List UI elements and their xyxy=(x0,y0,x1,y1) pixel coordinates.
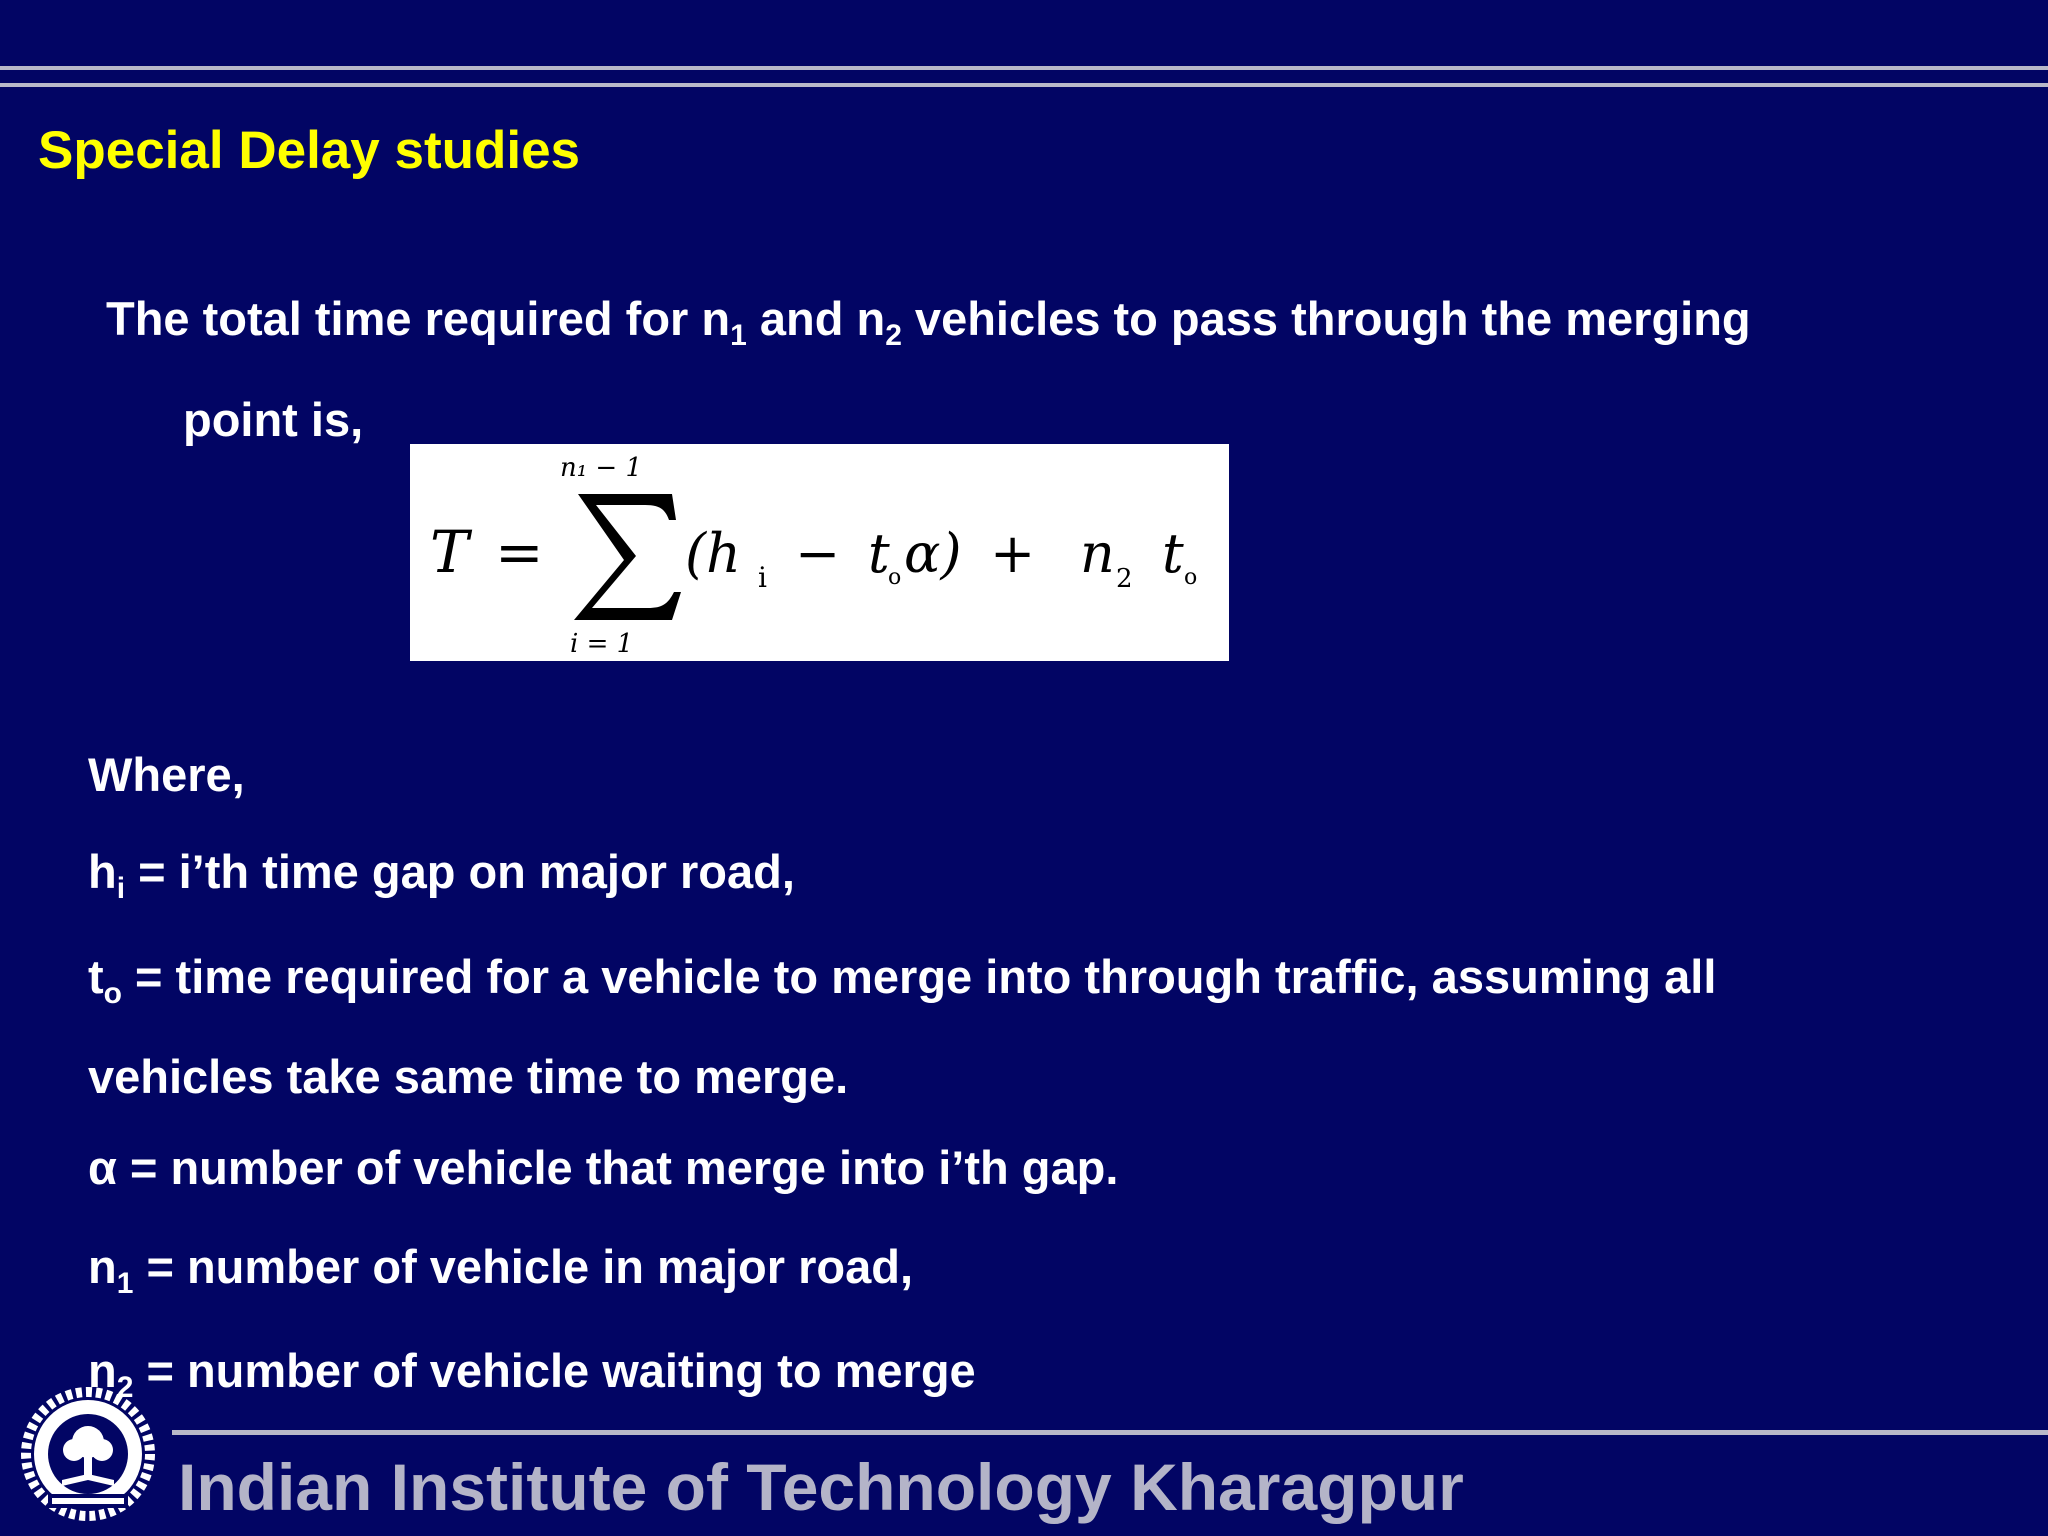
formula-term2-sub: o xyxy=(888,565,902,590)
definition-n2: $n_2$ = number of vehicle waiting to merge xyxy=(88,1344,976,1404)
definition-hi: $h_i$ = i’th time gap on major road, xyxy=(88,845,795,905)
formula-term1: (h xyxy=(685,522,741,585)
formula-term1-sub: i xyxy=(758,561,767,594)
top-rule-1 xyxy=(0,66,2048,70)
formula-term4: t xyxy=(1162,522,1184,585)
iit-kharagpur-seal-icon xyxy=(18,1384,158,1524)
formula-sum-upper: n₁ − 1 xyxy=(560,453,643,483)
formula-plus: + xyxy=(990,522,1036,585)
intro-line-2: point is, xyxy=(183,393,364,446)
formula-equals: = xyxy=(495,518,544,586)
formula-term2: t xyxy=(868,522,890,585)
top-rule-2 xyxy=(0,83,2048,87)
formula-term4-sub: o xyxy=(1184,565,1198,590)
formula-lhs: T xyxy=(430,518,469,586)
definition-to: $t_o$ = time required for a vehicle to merge into through traffic, assuming all xyxy=(88,950,1717,1010)
slide-title: Special Delay studies xyxy=(38,121,581,180)
where-label: Where, xyxy=(88,748,245,801)
formula-term3: n xyxy=(1080,522,1115,585)
footer-institute-name: Indian Institute of Technology Kharagpur xyxy=(178,1450,1464,1524)
formula-minus: − xyxy=(795,522,841,585)
formula-term3-sub: 2 xyxy=(1116,564,1133,594)
footer-rule xyxy=(172,1430,2048,1435)
definition-n1: $n_1$ = number of vehicle in major road, xyxy=(88,1240,914,1300)
formula-term2-tail: α) xyxy=(904,522,962,585)
definition-alpha: α = number of vehicle that merge into i’th gap. xyxy=(88,1141,1119,1194)
intro-line-1: The total time required for $n_1$ and $n_2$ vehicles to pass through the merging xyxy=(106,292,1751,352)
definition-to-continued: vehicles take same time to merge. xyxy=(88,1050,849,1103)
formula-sum-lower: i = 1 xyxy=(570,629,634,659)
formula-image xyxy=(410,444,1229,661)
summation-icon xyxy=(574,494,681,620)
